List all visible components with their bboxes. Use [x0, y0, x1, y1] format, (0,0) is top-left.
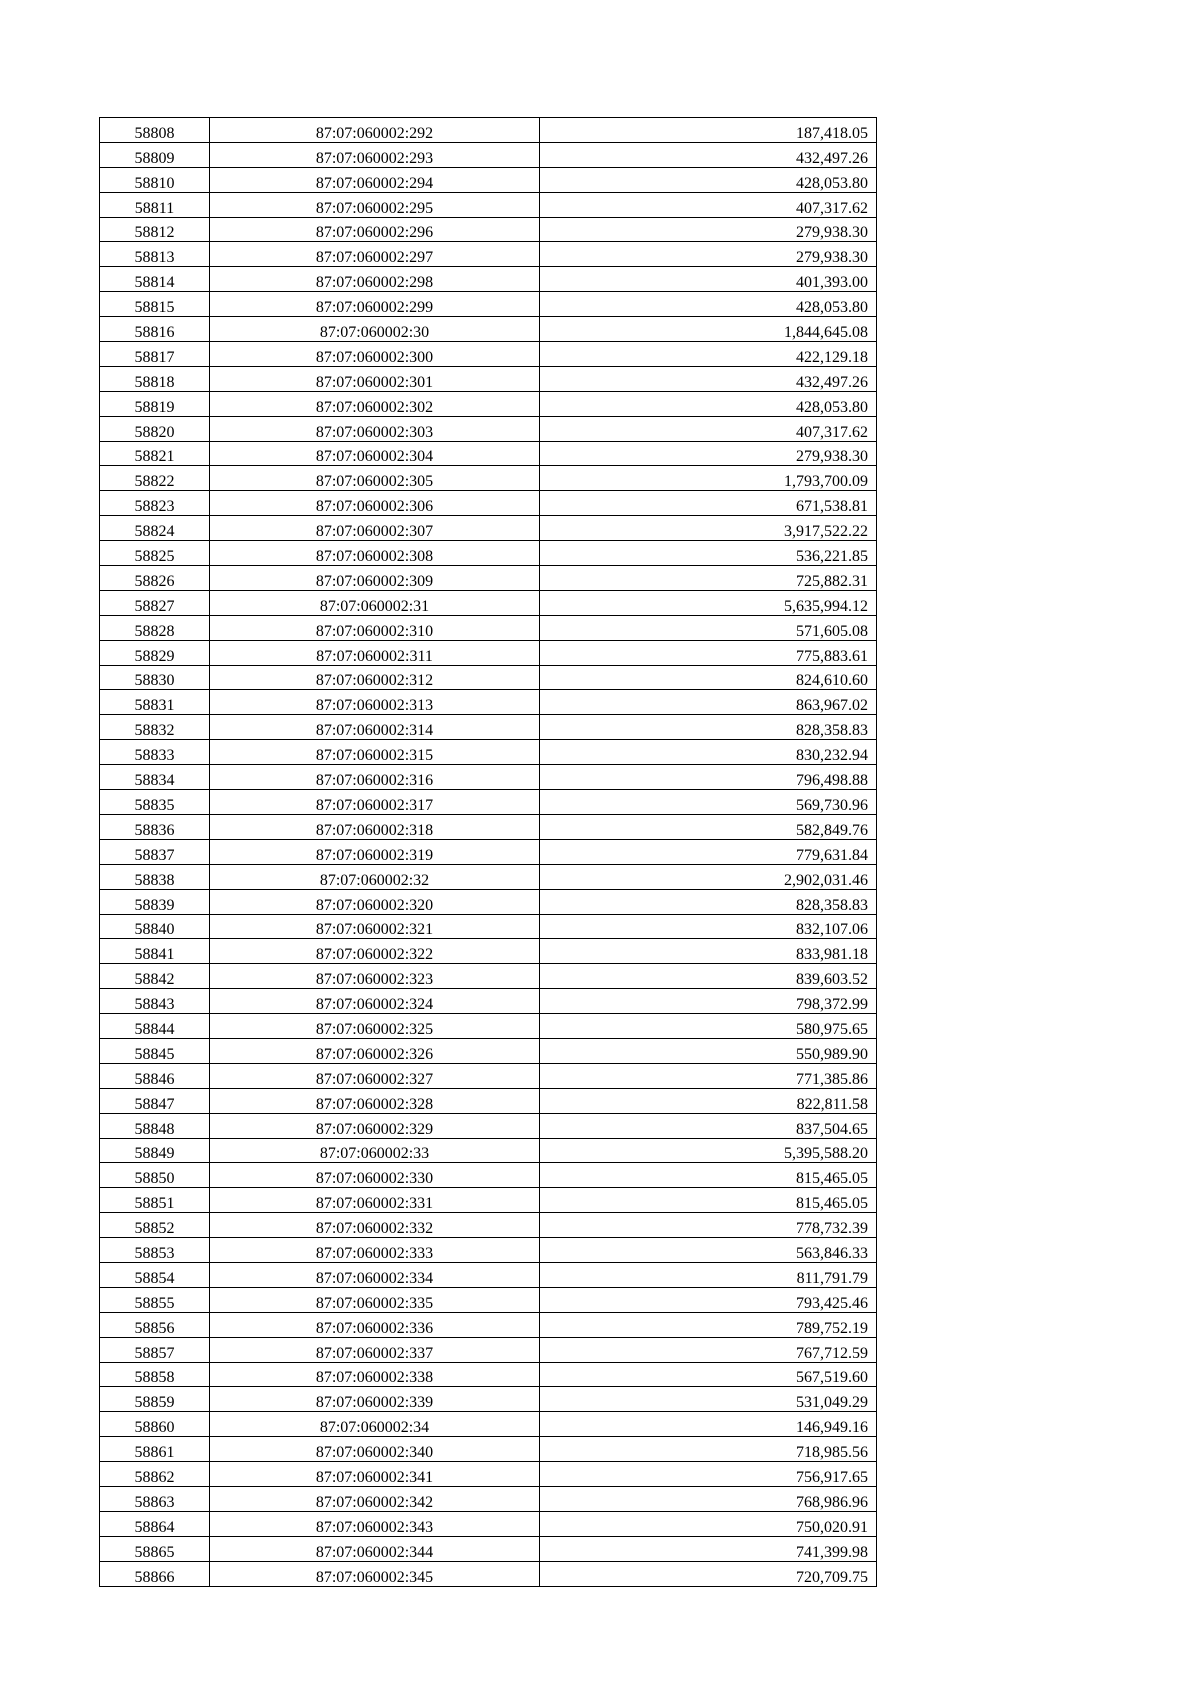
cadastral-number-cell: 87:07:060002:326: [210, 1038, 540, 1063]
row-number-cell: 58850: [100, 1163, 210, 1188]
cadastral-number-cell: 87:07:060002:345: [210, 1561, 540, 1586]
value-cell: 279,938.30: [540, 242, 877, 267]
cadastral-number-cell: 87:07:060002:295: [210, 192, 540, 217]
cadastral-number-cell: 87:07:060002:319: [210, 839, 540, 864]
cadastral-number-cell: 87:07:060002:344: [210, 1536, 540, 1561]
cadastral-number-cell: 87:07:060002:298: [210, 267, 540, 292]
cadastral-number-cell: 87:07:060002:329: [210, 1113, 540, 1138]
row-number-cell: 58828: [100, 615, 210, 640]
row-number-cell: 58818: [100, 366, 210, 391]
value-cell: 768,986.96: [540, 1486, 877, 1511]
cadastral-number-cell: 87:07:060002:294: [210, 167, 540, 192]
value-cell: 811,791.79: [540, 1262, 877, 1287]
cadastral-number-cell: 87:07:060002:317: [210, 790, 540, 815]
row-number-cell: 58809: [100, 142, 210, 167]
row-number-cell: 58837: [100, 839, 210, 864]
table-row: [100, 192, 877, 217]
table-row: [100, 516, 877, 541]
row-number-cell: 58808: [100, 118, 210, 143]
row-number-cell: 58858: [100, 1362, 210, 1387]
value-cell: 580,975.65: [540, 1014, 877, 1039]
table-row: [100, 615, 877, 640]
table-row: [100, 690, 877, 715]
row-number-cell: 58842: [100, 964, 210, 989]
table-row: [100, 466, 877, 491]
value-cell: 5,635,994.12: [540, 590, 877, 615]
table-row: [100, 665, 877, 690]
row-number-cell: 58863: [100, 1486, 210, 1511]
cadastral-number-cell: 87:07:060002:306: [210, 491, 540, 516]
value-cell: 741,399.98: [540, 1536, 877, 1561]
value-cell: 830,232.94: [540, 740, 877, 765]
row-number-cell: 58812: [100, 217, 210, 242]
value-cell: 569,730.96: [540, 790, 877, 815]
table-row: [100, 1213, 877, 1238]
row-number-cell: 58829: [100, 640, 210, 665]
value-cell: 750,020.91: [540, 1511, 877, 1536]
row-number-cell: 58848: [100, 1113, 210, 1138]
table-row: [100, 366, 877, 391]
row-number-cell: 58821: [100, 441, 210, 466]
row-number-cell: 58817: [100, 342, 210, 367]
row-number-cell: 58822: [100, 466, 210, 491]
row-number-cell: 58827: [100, 590, 210, 615]
cadastral-number-cell: 87:07:060002:331: [210, 1188, 540, 1213]
cadastral-number-cell: 87:07:060002:336: [210, 1312, 540, 1337]
cadastral-value-table: [99, 117, 877, 1587]
table-row: [100, 1412, 877, 1437]
cadastral-number-cell: 87:07:060002:339: [210, 1387, 540, 1412]
value-cell: 833,981.18: [540, 939, 877, 964]
table-row: [100, 342, 877, 367]
cadastral-number-cell: 87:07:060002:309: [210, 566, 540, 591]
row-number-cell: 58839: [100, 889, 210, 914]
table-row: [100, 765, 877, 790]
cadastral-number-cell: 87:07:060002:313: [210, 690, 540, 715]
cadastral-number-cell: 87:07:060002:341: [210, 1462, 540, 1487]
table-row: [100, 242, 877, 267]
value-cell: 828,358.83: [540, 715, 877, 740]
cadastral-number-cell: 87:07:060002:316: [210, 765, 540, 790]
cadastral-number-cell: 87:07:060002:31: [210, 590, 540, 615]
cadastral-number-cell: 87:07:060002:321: [210, 914, 540, 939]
table-row: [100, 167, 877, 192]
value-cell: 432,497.26: [540, 366, 877, 391]
table-row: [100, 1312, 877, 1337]
row-number-cell: 58836: [100, 814, 210, 839]
row-number-cell: 58826: [100, 566, 210, 591]
row-number-cell: 58825: [100, 541, 210, 566]
value-cell: 3,917,522.22: [540, 516, 877, 541]
cadastral-number-cell: 87:07:060002:308: [210, 541, 540, 566]
value-cell: 582,849.76: [540, 814, 877, 839]
value-cell: 837,504.65: [540, 1113, 877, 1138]
table-row: [100, 1511, 877, 1536]
value-cell: 796,498.88: [540, 765, 877, 790]
row-number-cell: 58816: [100, 317, 210, 342]
value-cell: 432,497.26: [540, 142, 877, 167]
table-row: [100, 1486, 877, 1511]
row-number-cell: 58819: [100, 391, 210, 416]
value-cell: 146,949.16: [540, 1412, 877, 1437]
table-row: [100, 416, 877, 441]
row-number-cell: 58841: [100, 939, 210, 964]
table-row: [100, 1113, 877, 1138]
row-number-cell: 58820: [100, 416, 210, 441]
value-cell: 531,049.29: [540, 1387, 877, 1412]
cadastral-number-cell: 87:07:060002:318: [210, 814, 540, 839]
row-number-cell: 58847: [100, 1088, 210, 1113]
row-number-cell: 58860: [100, 1412, 210, 1437]
row-number-cell: 58857: [100, 1337, 210, 1362]
value-cell: 815,465.05: [540, 1188, 877, 1213]
table-row: [100, 1188, 877, 1213]
value-cell: 5,395,588.20: [540, 1138, 877, 1163]
value-cell: 771,385.86: [540, 1063, 877, 1088]
table-row: [100, 217, 877, 242]
table-row: [100, 1138, 877, 1163]
table-row: [100, 491, 877, 516]
row-number-cell: 58862: [100, 1462, 210, 1487]
value-cell: 407,317.62: [540, 416, 877, 441]
value-cell: 671,538.81: [540, 491, 877, 516]
table-row: [100, 964, 877, 989]
value-cell: 832,107.06: [540, 914, 877, 939]
value-cell: 824,610.60: [540, 665, 877, 690]
table-row: [100, 1337, 877, 1362]
table-row: [100, 317, 877, 342]
table-row: [100, 814, 877, 839]
table-row: [100, 1088, 877, 1113]
cadastral-number-cell: 87:07:060002:333: [210, 1238, 540, 1263]
row-number-cell: 58843: [100, 989, 210, 1014]
cadastral-number-cell: 87:07:060002:296: [210, 217, 540, 242]
cadastral-number-cell: 87:07:060002:343: [210, 1511, 540, 1536]
row-number-cell: 58840: [100, 914, 210, 939]
table-row: [100, 1262, 877, 1287]
table-row: [100, 1014, 877, 1039]
value-cell: 828,358.83: [540, 889, 877, 914]
cadastral-number-cell: 87:07:060002:330: [210, 1163, 540, 1188]
cadastral-number-cell: 87:07:060002:334: [210, 1262, 540, 1287]
table-row: [100, 914, 877, 939]
cadastral-number-cell: 87:07:060002:311: [210, 640, 540, 665]
value-cell: 789,752.19: [540, 1312, 877, 1337]
value-cell: 1,844,645.08: [540, 317, 877, 342]
cadastral-number-cell: 87:07:060002:30: [210, 317, 540, 342]
table-row: [100, 1536, 877, 1561]
table-body: [100, 118, 877, 1587]
row-number-cell: 58859: [100, 1387, 210, 1412]
row-number-cell: 58823: [100, 491, 210, 516]
value-cell: 428,053.80: [540, 292, 877, 317]
value-cell: 279,938.30: [540, 441, 877, 466]
row-number-cell: 58835: [100, 790, 210, 815]
value-cell: 863,967.02: [540, 690, 877, 715]
row-number-cell: 58856: [100, 1312, 210, 1337]
table-row: [100, 839, 877, 864]
value-cell: 550,989.90: [540, 1038, 877, 1063]
value-cell: 775,883.61: [540, 640, 877, 665]
cadastral-number-cell: 87:07:060002:34: [210, 1412, 540, 1437]
value-cell: 536,221.85: [540, 541, 877, 566]
table-row: [100, 267, 877, 292]
row-number-cell: 58852: [100, 1213, 210, 1238]
cadastral-number-cell: 87:07:060002:324: [210, 989, 540, 1014]
cadastral-number-cell: 87:07:060002:301: [210, 366, 540, 391]
table-row: [100, 1163, 877, 1188]
row-number-cell: 58831: [100, 690, 210, 715]
cadastral-number-cell: 87:07:060002:293: [210, 142, 540, 167]
cadastral-number-cell: 87:07:060002:320: [210, 889, 540, 914]
value-cell: 720,709.75: [540, 1561, 877, 1586]
value-cell: 567,519.60: [540, 1362, 877, 1387]
cadastral-number-cell: 87:07:060002:332: [210, 1213, 540, 1238]
cadastral-number-cell: 87:07:060002:297: [210, 242, 540, 267]
value-cell: 279,938.30: [540, 217, 877, 242]
value-cell: 187,418.05: [540, 118, 877, 143]
value-cell: 428,053.80: [540, 167, 877, 192]
value-cell: 571,605.08: [540, 615, 877, 640]
value-cell: 778,732.39: [540, 1213, 877, 1238]
row-number-cell: 58811: [100, 192, 210, 217]
table-row: [100, 715, 877, 740]
cadastral-number-cell: 87:07:060002:338: [210, 1362, 540, 1387]
cadastral-number-cell: 87:07:060002:32: [210, 864, 540, 889]
row-number-cell: 58815: [100, 292, 210, 317]
value-cell: 793,425.46: [540, 1287, 877, 1312]
value-cell: 767,712.59: [540, 1337, 877, 1362]
row-number-cell: 58838: [100, 864, 210, 889]
row-number-cell: 58814: [100, 267, 210, 292]
value-cell: 779,631.84: [540, 839, 877, 864]
table-row: [100, 864, 877, 889]
table-row: [100, 1561, 877, 1586]
table-row: [100, 391, 877, 416]
table-row: [100, 790, 877, 815]
cadastral-number-cell: 87:07:060002:314: [210, 715, 540, 740]
cadastral-number-cell: 87:07:060002:337: [210, 1337, 540, 1362]
table-row: [100, 1387, 877, 1412]
table-row: [100, 566, 877, 591]
row-number-cell: 58851: [100, 1188, 210, 1213]
table-row: [100, 740, 877, 765]
value-cell: 725,882.31: [540, 566, 877, 591]
cadastral-number-cell: 87:07:060002:310: [210, 615, 540, 640]
row-number-cell: 58853: [100, 1238, 210, 1263]
table-row: [100, 1362, 877, 1387]
row-number-cell: 58846: [100, 1063, 210, 1088]
table-row: [100, 1287, 877, 1312]
value-cell: 839,603.52: [540, 964, 877, 989]
value-cell: 718,985.56: [540, 1437, 877, 1462]
cadastral-number-cell: 87:07:060002:300: [210, 342, 540, 367]
table-row: [100, 142, 877, 167]
cadastral-number-cell: 87:07:060002:312: [210, 665, 540, 690]
value-cell: 2,902,031.46: [540, 864, 877, 889]
row-number-cell: 58832: [100, 715, 210, 740]
table-row: [100, 441, 877, 466]
row-number-cell: 58844: [100, 1014, 210, 1039]
cadastral-number-cell: 87:07:060002:315: [210, 740, 540, 765]
table-row: [100, 939, 877, 964]
cadastral-number-cell: 87:07:060002:304: [210, 441, 540, 466]
value-cell: 563,846.33: [540, 1238, 877, 1263]
table-row: [100, 118, 877, 143]
row-number-cell: 58830: [100, 665, 210, 690]
cadastral-number-cell: 87:07:060002:327: [210, 1063, 540, 1088]
value-cell: 422,129.18: [540, 342, 877, 367]
cadastral-number-cell: 87:07:060002:335: [210, 1287, 540, 1312]
row-number-cell: 58813: [100, 242, 210, 267]
cadastral-number-cell: 87:07:060002:299: [210, 292, 540, 317]
value-cell: 401,393.00: [540, 267, 877, 292]
cadastral-number-cell: 87:07:060002:322: [210, 939, 540, 964]
cadastral-number-cell: 87:07:060002:292: [210, 118, 540, 143]
value-cell: 756,917.65: [540, 1462, 877, 1487]
value-cell: 815,465.05: [540, 1163, 877, 1188]
table-row: [100, 541, 877, 566]
row-number-cell: 58861: [100, 1437, 210, 1462]
cadastral-number-cell: 87:07:060002:325: [210, 1014, 540, 1039]
cadastral-number-cell: 87:07:060002:340: [210, 1437, 540, 1462]
row-number-cell: 58810: [100, 167, 210, 192]
value-cell: 1,793,700.09: [540, 466, 877, 491]
table-row: [100, 889, 877, 914]
cadastral-number-cell: 87:07:060002:303: [210, 416, 540, 441]
cadastral-number-cell: 87:07:060002:307: [210, 516, 540, 541]
row-number-cell: 58845: [100, 1038, 210, 1063]
value-cell: 822,811.58: [540, 1088, 877, 1113]
cadastral-number-cell: 87:07:060002:342: [210, 1486, 540, 1511]
row-number-cell: 58854: [100, 1262, 210, 1287]
row-number-cell: 58834: [100, 765, 210, 790]
cadastral-number-cell: 87:07:060002:302: [210, 391, 540, 416]
value-cell: 428,053.80: [540, 391, 877, 416]
table-row: [100, 640, 877, 665]
row-number-cell: 58855: [100, 1287, 210, 1312]
cadastral-number-cell: 87:07:060002:323: [210, 964, 540, 989]
table-row: [100, 989, 877, 1014]
table-row: [100, 1038, 877, 1063]
table-row: [100, 1063, 877, 1088]
table-row: [100, 1437, 877, 1462]
cadastral-number-cell: 87:07:060002:33: [210, 1138, 540, 1163]
cadastral-number-cell: 87:07:060002:305: [210, 466, 540, 491]
row-number-cell: 58849: [100, 1138, 210, 1163]
table-row: [100, 1462, 877, 1487]
cadastral-number-cell: 87:07:060002:328: [210, 1088, 540, 1113]
row-number-cell: 58824: [100, 516, 210, 541]
table-row: [100, 292, 877, 317]
value-cell: 798,372.99: [540, 989, 877, 1014]
row-number-cell: 58866: [100, 1561, 210, 1586]
table-row: [100, 590, 877, 615]
table-row: [100, 1238, 877, 1263]
row-number-cell: 58864: [100, 1511, 210, 1536]
value-cell: 407,317.62: [540, 192, 877, 217]
row-number-cell: 58865: [100, 1536, 210, 1561]
row-number-cell: 58833: [100, 740, 210, 765]
